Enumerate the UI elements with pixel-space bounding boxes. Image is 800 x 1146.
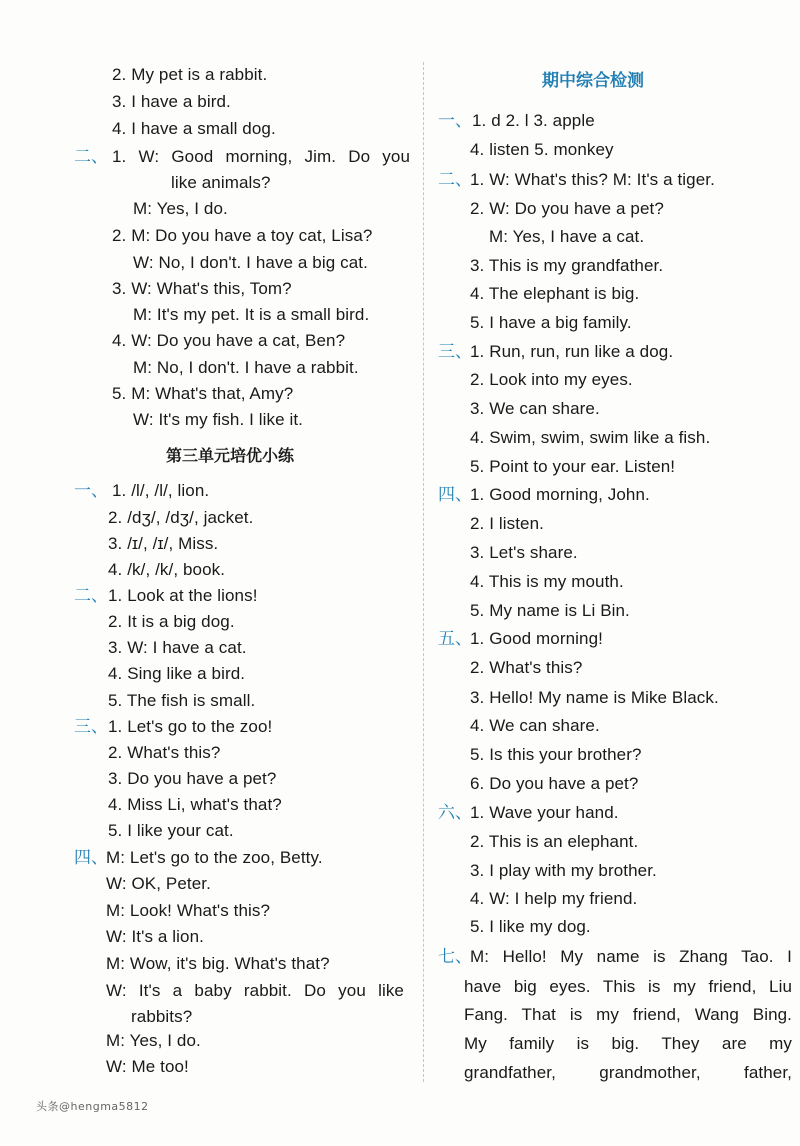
section-marker: 四、	[438, 485, 472, 505]
answer-line: 3. W: I have a cat.	[108, 638, 247, 657]
answer-line: M: It's my pet. It is a small bird.	[133, 305, 370, 324]
answer-line: 1. d 2. l 3. apple	[472, 111, 595, 130]
answer-line: 2. My pet is a rabbit.	[112, 65, 268, 84]
answer-line: 4. listen 5. monkey	[470, 140, 614, 159]
answer-line: W: It's a lion.	[106, 927, 204, 946]
answer-line: My family is big. They are my	[464, 1034, 792, 1053]
answer-line: W: OK, Peter.	[106, 874, 211, 893]
answer-line: 3. W: What's this, Tom?	[112, 279, 292, 298]
answer-line: 4. W: Do you have a cat, Ben?	[112, 331, 346, 350]
section-marker: 二、	[74, 147, 108, 167]
answer-line: W: It's my fish. I like it.	[133, 410, 303, 429]
answer-line: 1. Good morning, John.	[470, 485, 650, 504]
answer-line: 5. I like your cat.	[108, 821, 234, 840]
answer-line: 5. I like my dog.	[470, 917, 591, 936]
answer-line: 3. /ɪ/, /ɪ/, Miss.	[108, 534, 219, 553]
watermark-footer: 头条@hengma5812	[36, 1100, 149, 1113]
answer-line: W: Me too!	[106, 1057, 189, 1076]
answer-line: have big eyes. This is my friend, Liu	[464, 977, 792, 996]
answer-line: 1. W: Good morning, Jim. Do you	[112, 147, 410, 166]
answer-line: 1. Let's go to the zoo!	[108, 717, 273, 736]
answer-line: M: Yes, I do.	[133, 199, 228, 218]
answer-line: rabbits?	[131, 1007, 193, 1026]
column-divider	[423, 62, 424, 1082]
answer-line: 1. Look at the lions!	[108, 586, 258, 605]
answer-line: 3. Let's share.	[470, 543, 578, 562]
answer-line: 5. The fish is small.	[108, 691, 256, 710]
answer-line: M: Look! What's this?	[106, 901, 271, 920]
answer-line: 1. Wave your hand.	[470, 803, 619, 822]
section-marker: 七、	[438, 947, 472, 967]
answer-line: 5. My name is Li Bin.	[470, 601, 630, 620]
answer-line: M: Let's go to the zoo, Betty.	[106, 848, 323, 867]
answer-line: W: No, I don't. I have a big cat.	[133, 253, 368, 272]
answer-line: 5. M: What's that, Amy?	[112, 384, 294, 403]
section-marker: 二、	[438, 170, 472, 190]
section-marker: 六、	[438, 803, 472, 823]
section-marker: 四、	[74, 848, 108, 868]
answer-line: 3. This is my grandfather.	[470, 256, 664, 275]
answer-line: 4. /k/, /k/, book.	[108, 560, 226, 579]
answer-line: 1. /l/, /l/, lion.	[112, 481, 210, 500]
answer-line: 4. I have a small dog.	[112, 119, 276, 138]
answer-line: 4. The elephant is big.	[470, 284, 640, 303]
answer-line: 4. We can share.	[470, 716, 600, 735]
answer-line: 1. Run, run, run like a dog.	[470, 342, 674, 361]
answer-line: 2. /dʒ/, /dʒ/, jacket.	[108, 508, 254, 527]
unit-title: 第三单元培优小练	[166, 446, 295, 465]
answer-line: 5. Point to your ear. Listen!	[470, 457, 676, 476]
section-marker: 一、	[74, 481, 108, 501]
answer-line: 6. Do you have a pet?	[470, 774, 639, 793]
answer-line: 2. I listen.	[470, 514, 544, 533]
answer-line: 2. It is a big dog.	[108, 612, 235, 631]
answer-line: M: Hello! My name is Zhang Tao. I	[470, 947, 792, 966]
answer-line: W: It's a baby rabbit. Do you like	[106, 981, 404, 1000]
section-marker: 三、	[74, 717, 108, 737]
answer-line: like animals?	[171, 173, 271, 192]
answer-line: grandfather, grandmother, father,	[464, 1063, 792, 1082]
answer-line: 2. Look into my eyes.	[470, 370, 633, 389]
answer-line: Fang. That is my friend, Wang Bing.	[464, 1005, 792, 1024]
answer-line: 5. Is this your brother?	[470, 745, 642, 764]
answer-line: 4. Sing like a bird.	[108, 664, 246, 683]
answer-line: 4. This is my mouth.	[470, 572, 624, 591]
answer-line: 1. Good morning!	[470, 629, 603, 648]
answer-line: M: Wow, it's big. What's that?	[106, 954, 330, 973]
section-marker: 一、	[438, 111, 472, 131]
section-marker: 三、	[438, 342, 472, 362]
answer-line: 4. Miss Li, what's that?	[108, 795, 282, 814]
answer-line: M: Yes, I do.	[106, 1031, 201, 1050]
answer-line: 4. Swim, swim, swim like a fish.	[470, 428, 711, 447]
answer-line: 2. M: Do you have a toy cat, Lisa?	[112, 226, 373, 245]
answer-line: 3. Hello! My name is Mike Black.	[470, 688, 719, 707]
section-marker: 二、	[74, 586, 108, 606]
answer-line: 2. What's this?	[470, 658, 583, 677]
answer-line: M: No, I don't. I have a rabbit.	[133, 358, 359, 377]
answer-line: 4. W: I help my friend.	[470, 889, 638, 908]
answer-line: M: Yes, I have a cat.	[489, 227, 645, 246]
answer-line: 3. I have a bird.	[112, 92, 231, 111]
answer-line: 3. I play with my brother.	[470, 861, 657, 880]
answer-line: 1. W: What's this? M: It's a tiger.	[470, 170, 715, 189]
answer-line: 5. I have a big family.	[470, 313, 632, 332]
answer-line: 3. We can share.	[470, 399, 600, 418]
answer-line: 2. This is an elephant.	[470, 832, 639, 851]
answer-line: 3. Do you have a pet?	[108, 769, 277, 788]
section-marker: 五、	[438, 629, 472, 649]
answer-line: 2. W: Do you have a pet?	[470, 199, 664, 218]
answer-line: 2. What's this?	[108, 743, 221, 762]
exam-title: 期中综合检测	[542, 71, 644, 91]
